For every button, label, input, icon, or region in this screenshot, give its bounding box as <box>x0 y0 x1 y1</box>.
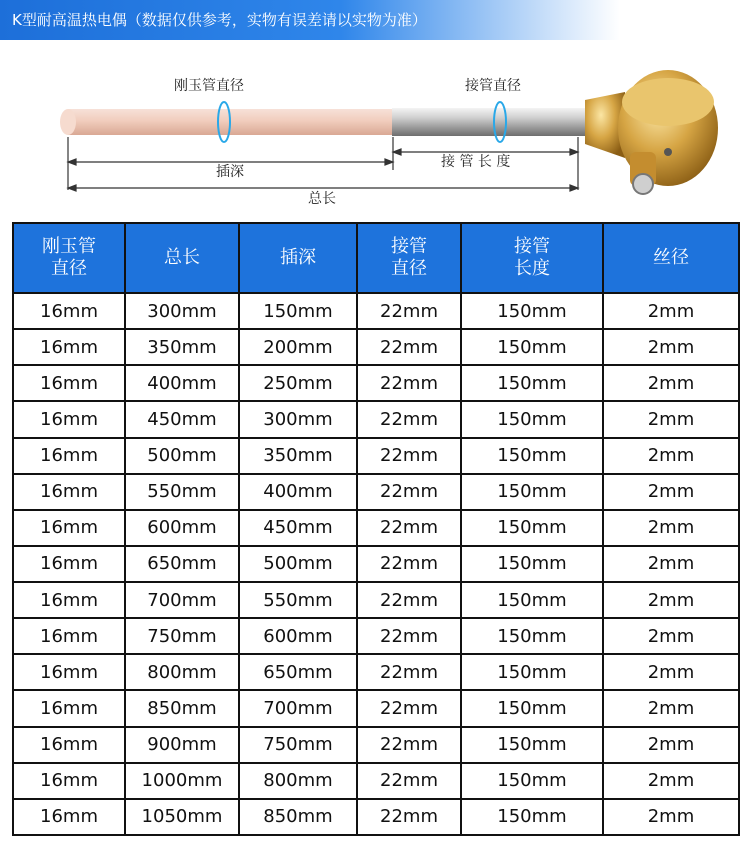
table-cell: 150mm <box>461 582 603 618</box>
table-cell: 900mm <box>125 727 239 763</box>
table-cell: 700mm <box>125 582 239 618</box>
table-row <box>13 293 739 329</box>
table-cell: 300mm <box>239 401 357 437</box>
table-cell: 22mm <box>357 618 461 654</box>
table-row <box>13 438 739 474</box>
table-cell: 150mm <box>461 690 603 726</box>
table-cell: 150mm <box>461 293 603 329</box>
table-cell: 1000mm <box>125 763 239 799</box>
label-insert-depth: 插深 <box>213 164 247 180</box>
table-cell: 600mm <box>239 618 357 654</box>
column-header-line: 长度 <box>514 258 550 279</box>
table-cell: 600mm <box>125 510 239 546</box>
table-cell: 2mm <box>603 582 739 618</box>
table-cell: 850mm <box>239 799 357 835</box>
table-row <box>13 510 739 546</box>
column-header <box>357 223 461 293</box>
table-row <box>13 329 739 365</box>
table-cell: 350mm <box>125 329 239 365</box>
column-header <box>603 223 739 293</box>
table-cell: 550mm <box>125 474 239 510</box>
table-cell: 16mm <box>13 365 125 401</box>
label-tube-length: 接 管 长 度 <box>438 154 513 170</box>
junction-head <box>585 70 718 194</box>
column-header <box>13 223 125 293</box>
table-cell: 350mm <box>239 438 357 474</box>
table-row <box>13 365 739 401</box>
table-cell: 16mm <box>13 618 125 654</box>
label-ceramic-diameter: 刚玉管直径 <box>171 78 247 94</box>
column-header <box>125 223 239 293</box>
table-cell: 150mm <box>461 618 603 654</box>
table-cell: 22mm <box>357 329 461 365</box>
table-cell: 16mm <box>13 654 125 690</box>
column-header-line: 直径 <box>51 258 87 279</box>
table-cell: 650mm <box>125 546 239 582</box>
table-cell: 2mm <box>603 763 739 799</box>
table-cell: 150mm <box>461 510 603 546</box>
table-cell: 22mm <box>357 582 461 618</box>
table-cell: 22mm <box>357 727 461 763</box>
table-body <box>13 293 739 835</box>
table-cell: 450mm <box>125 401 239 437</box>
column-header-line: 丝径 <box>653 247 689 268</box>
table-cell: 22mm <box>357 365 461 401</box>
table-row <box>13 763 739 799</box>
table-cell: 22mm <box>357 293 461 329</box>
column-header <box>239 223 357 293</box>
table-cell: 2mm <box>603 727 739 763</box>
column-header-line: 直径 <box>391 258 427 279</box>
thermocouple-illustration <box>0 40 750 220</box>
table-cell: 150mm <box>461 546 603 582</box>
table-row <box>13 654 739 690</box>
table-cell: 16mm <box>13 546 125 582</box>
table-cell: 2mm <box>603 329 739 365</box>
table-cell: 150mm <box>461 799 603 835</box>
table-cell: 1050mm <box>125 799 239 835</box>
table-row <box>13 582 739 618</box>
table-cell: 150mm <box>461 654 603 690</box>
table-cell: 16mm <box>13 510 125 546</box>
table-cell: 2mm <box>603 401 739 437</box>
table-cell: 150mm <box>461 438 603 474</box>
banner-title: K型耐高温热电偶（数据仅供参考，实物有误差请以实物为准） <box>12 11 427 29</box>
table-cell: 400mm <box>125 365 239 401</box>
table-cell: 16mm <box>13 401 125 437</box>
table-cell: 150mm <box>461 763 603 799</box>
table-cell: 22mm <box>357 510 461 546</box>
title-banner <box>0 0 620 40</box>
table-row <box>13 690 739 726</box>
table-cell: 750mm <box>239 727 357 763</box>
table-row <box>13 618 739 654</box>
table-row <box>13 401 739 437</box>
column-header-line: 接管 <box>391 236 427 257</box>
table-cell: 22mm <box>357 654 461 690</box>
table-cell: 800mm <box>125 654 239 690</box>
column-header-line: 插深 <box>280 247 316 268</box>
table-cell: 300mm <box>125 293 239 329</box>
table-cell: 22mm <box>357 438 461 474</box>
table-cell: 2mm <box>603 293 739 329</box>
table-cell: 550mm <box>239 582 357 618</box>
table-row <box>13 799 739 835</box>
column-header-line: 总长 <box>164 247 200 268</box>
table-row <box>13 474 739 510</box>
table-cell: 2mm <box>603 510 739 546</box>
table-cell: 22mm <box>357 401 461 437</box>
table-cell: 16mm <box>13 727 125 763</box>
table-cell: 2mm <box>603 474 739 510</box>
steel-tube <box>392 108 592 136</box>
table-cell: 22mm <box>357 690 461 726</box>
table-cell: 2mm <box>603 654 739 690</box>
table-cell: 16mm <box>13 690 125 726</box>
table-cell: 16mm <box>13 329 125 365</box>
table-cell: 16mm <box>13 763 125 799</box>
table-cell: 200mm <box>239 329 357 365</box>
table-cell: 22mm <box>357 546 461 582</box>
table-cell: 2mm <box>603 618 739 654</box>
table-cell: 2mm <box>603 365 739 401</box>
table-cell: 500mm <box>239 546 357 582</box>
table-cell: 22mm <box>357 799 461 835</box>
table-header-row <box>13 223 739 293</box>
column-header-line: 接管 <box>514 236 550 257</box>
table-cell: 400mm <box>239 474 357 510</box>
table-row <box>13 727 739 763</box>
spec-table <box>12 222 740 836</box>
table-cell: 2mm <box>603 799 739 835</box>
column-header-line: 刚玉管 <box>42 236 96 257</box>
thermocouple-diagram <box>0 40 750 220</box>
table-cell: 22mm <box>357 763 461 799</box>
table-cell: 16mm <box>13 293 125 329</box>
table-cell: 2mm <box>603 438 739 474</box>
table-cell: 16mm <box>13 438 125 474</box>
column-header <box>461 223 603 293</box>
table-cell: 2mm <box>603 546 739 582</box>
table-cell: 150mm <box>461 365 603 401</box>
table-cell: 16mm <box>13 474 125 510</box>
table-cell: 150mm <box>239 293 357 329</box>
table-cell: 150mm <box>461 401 603 437</box>
table-cell: 150mm <box>461 727 603 763</box>
table-cell: 800mm <box>239 763 357 799</box>
table-cell: 150mm <box>461 329 603 365</box>
table-cell: 16mm <box>13 799 125 835</box>
table-cell: 450mm <box>239 510 357 546</box>
label-tube-diameter: 接管直径 <box>462 78 524 94</box>
table-cell: 16mm <box>13 582 125 618</box>
table-cell: 150mm <box>461 474 603 510</box>
table-cell: 22mm <box>357 474 461 510</box>
table-row <box>13 546 739 582</box>
table-cell: 500mm <box>125 438 239 474</box>
label-total-length: 总长 <box>305 191 339 207</box>
table-cell: 750mm <box>125 618 239 654</box>
table-cell: 250mm <box>239 365 357 401</box>
table-cell: 700mm <box>239 690 357 726</box>
table-cell: 650mm <box>239 654 357 690</box>
ceramic-tube <box>60 109 394 135</box>
table-cell: 850mm <box>125 690 239 726</box>
table-cell: 2mm <box>603 690 739 726</box>
